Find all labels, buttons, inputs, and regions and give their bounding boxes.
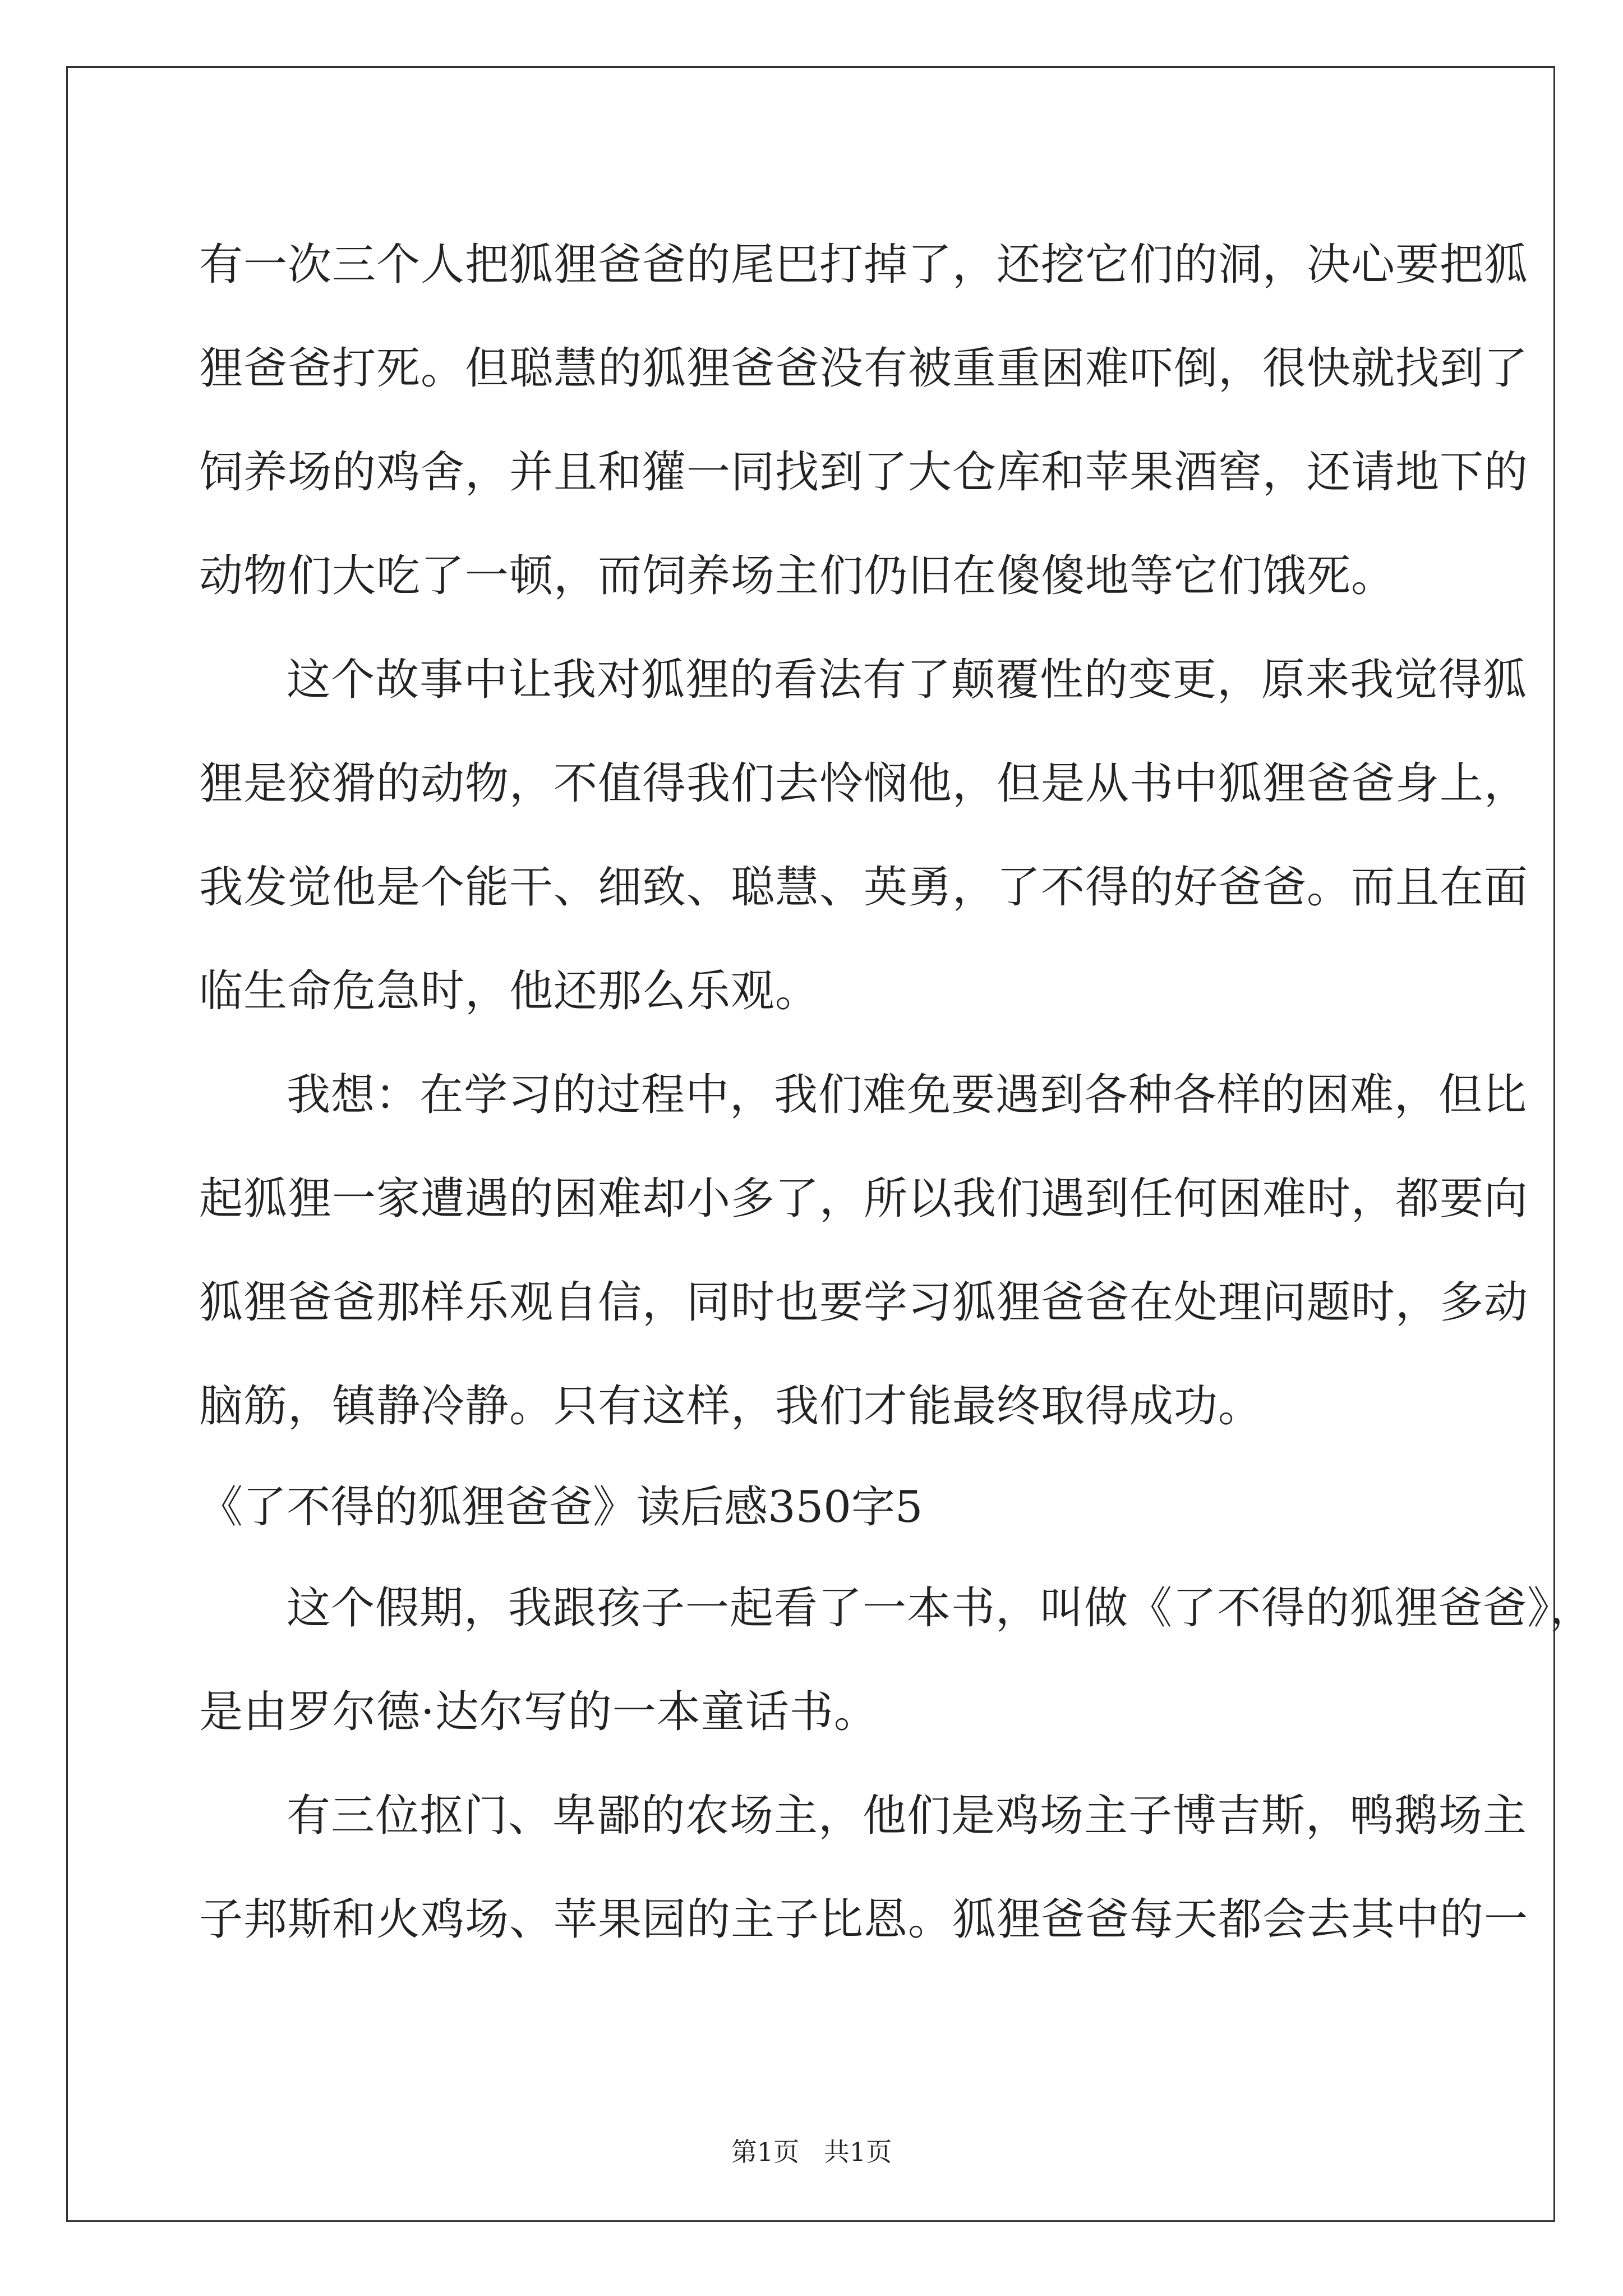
text-line: 我发觉他是个能干、细致、聪慧、英勇，了不得的好爸爸。而且在面	[199, 862, 1529, 913]
text-line: 有三位抠门、卑鄙的农场主，他们是鸡场主子博吉斯，鸭鹅场主	[287, 1791, 1528, 1841]
text-line: 狸爸爸打死。但聪慧的狐狸爸爸没有被重重困难吓倒，很快就找到了	[199, 343, 1529, 394]
text-line: 狐狸爸爸那样乐观自信，同时也要学习狐狸爸爸在处理问题时，多动	[199, 1277, 1529, 1328]
text-line: 饲养场的鸡舍，并且和獾一同找到了大仓库和苹果酒窖，还请地下的	[199, 447, 1529, 498]
text-line: 子邦斯和火鸡场、苹果园的主子比恩。狐狸爸爸每天都会去其中的一	[199, 1894, 1529, 1945]
text-line: 脑筋，镇静冷静。只有这样，我们才能最终取得成功。	[199, 1381, 1263, 1432]
text-line: 狸是狡猾的动物，不值得我们去怜悯他，但是从书中狐狸爸爸身上，	[199, 758, 1529, 809]
page-footer: 第1页 共1页	[731, 2137, 892, 2167]
text-line: 有一次三个人把狐狸爸爸的尾巴打掉了，还挖它们的洞，决心要把狐	[199, 240, 1529, 290]
document-body	[199, 213, 1594, 1972]
text-line: 这个故事中让我对狐狸的看法有了颠覆性的变更，原来我觉得狐	[287, 655, 1528, 705]
text-line: 是由罗尔德·达尔写的一本童话书。	[199, 1687, 878, 1737]
text-line: 动物们大吃了一顿，而饲养场主们仍旧在傻傻地等它们饿死。	[199, 551, 1396, 601]
text-line: 临生命危急时，他还那么乐观。	[199, 966, 820, 1016]
text-line: 起狐狸一家遭遇的困难却小多了，所以我们遇到任何困难时，都要向	[199, 1174, 1529, 1224]
text-line: 我想：在学习的过程中，我们难免要遇到各种各样的困难，但比	[287, 1070, 1528, 1120]
section-heading: 《了不得的狐狸爸爸》读后感350字5	[199, 1482, 923, 1533]
text-line: 这个假期，我跟孩子一起看了一本书，叫做《了不得的狐狸爸爸》，	[287, 1583, 1594, 1634]
